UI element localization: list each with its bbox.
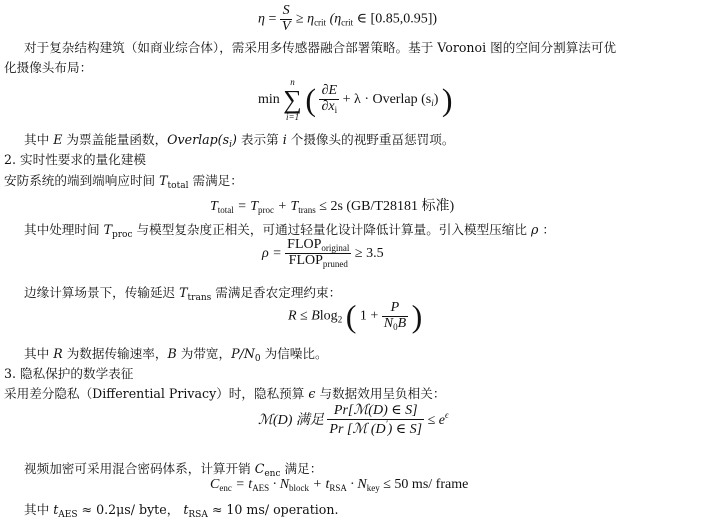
p6-B: B (167, 346, 177, 361)
rho-relation: ≥ 3.5 (354, 246, 384, 262)
p8-end: 满足： (284, 461, 323, 476)
shannon-den-B: B (397, 315, 407, 331)
total-sub: total (217, 205, 234, 215)
p6-end: 为信噪比。 (264, 346, 328, 361)
p4-end: 与模型复杂度正相关，可通过轻量化设计降低计算量。引入模型压缩比 (136, 222, 527, 237)
rho-lhs: ρ = (262, 246, 282, 262)
rho-fraction (285, 238, 351, 270)
eta-cond-open: (η (329, 11, 342, 27)
dp-fraction (327, 404, 424, 437)
equation-enc (210, 477, 468, 493)
enc-key-sub: key (366, 483, 380, 493)
rho-denominator (285, 254, 351, 269)
proc-sub: proc (258, 205, 275, 215)
total-T: T (210, 199, 218, 214)
p9-aes-value: ≈ 0.2μs/ byte， (81, 502, 180, 517)
eta-crit-sub: crit (314, 17, 327, 28)
sigma-symbol: ∑ (283, 85, 302, 114)
right-paren: ) (441, 81, 453, 118)
shannon-numerator: P (382, 301, 408, 317)
section-heading-realtime: 2. 实时性要求的量化建模 (4, 152, 146, 167)
p2-overlap-sub: i (229, 140, 232, 150)
p5-end: 需满足香农定理约束： (215, 285, 342, 300)
p8-pre: 视频加密可采用混合密码体系，计算开销 (24, 461, 251, 476)
p4-rho: ρ (530, 222, 539, 237)
p2-overlap-close: ) (231, 132, 237, 147)
dp-relation: ≤ e (427, 412, 445, 428)
p6-PN: P/N (231, 346, 255, 361)
rho-numerator (285, 238, 351, 254)
enc-t-aes: = t (235, 477, 253, 492)
equation-shannon (288, 298, 422, 335)
sum-operator (283, 78, 302, 122)
overlap-close: ) (433, 92, 439, 108)
trans-T: + T (277, 199, 299, 214)
enc-t-rsa: + t (312, 477, 330, 492)
rho-num-text: FLOP (287, 237, 322, 252)
dp-numerator: Pr[ℳ(D) ∈ S] (327, 404, 424, 420)
p9-rsa-sub: RSA (188, 510, 208, 520)
dp-den-a: Pr [ℳ (D (329, 421, 386, 437)
enc-rsa-sub: RSA (329, 483, 347, 493)
p7-end: 与数据效用呈负相关： (319, 386, 446, 401)
p6-pre: 其中 (24, 346, 50, 361)
dp-denominator (327, 420, 424, 438)
dp-den-prime: ′ (385, 418, 388, 429)
shannon-right-paren: ) (411, 298, 423, 334)
p9-t-rsa: t (183, 502, 189, 517)
partial-denominator (319, 100, 339, 115)
p5-pre: 边缘计算场景下，传输延迟 (24, 285, 176, 300)
p4-T: T (103, 222, 112, 237)
dp-den-b: ) ∈ S] (387, 421, 423, 437)
p4-T-sub: proc (111, 230, 133, 240)
shannon-log: log (319, 308, 338, 324)
p3-T: T (159, 173, 168, 188)
eta-fraction (280, 4, 293, 34)
enc-C-sub: enc (219, 483, 232, 493)
shannon-left-paren: ( (345, 298, 357, 334)
dp-lhs: ℳ(D) 满足 (258, 412, 324, 428)
equation-rho (262, 238, 384, 270)
eta-denominator: V (281, 18, 291, 34)
p5-T-sub: trans (187, 293, 212, 303)
paragraph-voronoi: 对于复杂结构建筑（如商业综合体），需采用多传感器融合部署策略。基于 Voronoi 图的空间分割算法可优 (24, 40, 617, 55)
p9-rsa-value: ≈ 10 ms/ operation. (211, 502, 339, 517)
equation-total-time (210, 195, 454, 215)
dp-exponent: ϵ (444, 409, 449, 420)
enc-n-key: · N (350, 477, 367, 492)
shannon-den-N: N (383, 315, 394, 331)
shannon-log-base: 2 (337, 314, 343, 325)
section-heading-privacy: 3. 隐私保护的数学表征 (4, 366, 134, 381)
paragraph-voronoi-cont: 化摄像头布局： (4, 60, 93, 75)
eta-numerator: S (280, 4, 293, 20)
overlap-sub: i (431, 98, 434, 109)
eta-relation: ≥ η (295, 11, 315, 27)
total-relation: ≤ 2s (GB/T28181 标准) (319, 199, 455, 214)
shannon-den-sub: 0 (393, 321, 398, 332)
rho-den-text: FLOP (288, 253, 323, 269)
p7-pre: 采用差分隐私（Differential Privacy）时，隐私预算 (4, 386, 305, 401)
p3-T-sub: total (167, 181, 189, 191)
rho-den-sub: pruned (322, 259, 348, 270)
rho-num-sub: original (321, 243, 350, 253)
p6-mid2: 为带宽， (180, 346, 232, 361)
p6-R: R (53, 346, 63, 361)
p9-aes-sub: AES (58, 510, 78, 520)
p2-overlap: Overlap(s (167, 132, 230, 147)
paragraph-response-time (4, 170, 243, 191)
enc-relation: ≤ 50 ms/ frame (383, 477, 469, 492)
left-paren: ( (305, 81, 316, 118)
p2-index: i (282, 132, 287, 147)
paragraph-dp (4, 383, 445, 402)
shannon-fraction (382, 301, 408, 332)
p3-end: 需满足： (192, 173, 243, 188)
p9-t-aes: t (53, 502, 59, 517)
p4-colon: ： (542, 222, 555, 237)
paragraph-snr (24, 343, 328, 364)
p2-end: 个摄像头的视野重畐惩罚项。 (290, 132, 455, 147)
partial-den-text: ∂x (321, 99, 335, 115)
p9-pre: 其中 (24, 502, 50, 517)
overlap-term: + λ · Overlap (s (342, 92, 432, 108)
partial-numerator: ∂E (319, 84, 339, 100)
enc-n-block: · N (272, 477, 290, 492)
partial-den-sub: i (334, 105, 338, 116)
p5-T: T (179, 285, 188, 300)
p3-pre: 安防系统的端到端响应时间 (4, 173, 156, 188)
p7-epsilon: ϵ (308, 386, 316, 401)
p6-PN-sub: 0 (254, 354, 261, 364)
shannon-one-plus: 1 + (359, 308, 379, 324)
paragraph-timing (24, 499, 339, 520)
paragraph-energy (24, 129, 454, 150)
p6-mid: 为数据传输速率， (66, 346, 168, 361)
eta-cond-sub: crit (341, 17, 354, 28)
shannon-lhs: R ≤ B (288, 308, 320, 324)
proc-T: = T (237, 199, 259, 214)
equation-eta: η = $\frac{S}{V}$ ≥ $\eta_{crit}$ ($\eta_{crit}$ ∈ [0.85,0.95]) (258, 3, 438, 34)
p8-C: C (254, 461, 265, 476)
enc-block-sub: block (289, 483, 310, 493)
sum-upper: n (290, 77, 295, 87)
eta-cond-rest: ∈ [0.85,0.95]) (356, 11, 438, 27)
enc-C: C (210, 477, 220, 492)
paragraph-encryption (24, 458, 322, 479)
p2-mid: 为票盖能量函数， (66, 132, 168, 147)
eta-symbol: η (258, 11, 265, 27)
p4-pre: 其中处理时间 (24, 222, 100, 237)
p8-C-sub: enc (264, 469, 281, 479)
shannon-denominator (382, 317, 408, 332)
enc-aes-sub: AES (252, 483, 270, 493)
p2-mid2: 表示第 (240, 132, 279, 147)
p2-pre: 其中 (24, 132, 50, 147)
min-operator: min (258, 92, 280, 108)
equation-min-sum (258, 78, 453, 122)
sum-lower: i=1 (286, 112, 300, 122)
p2-energy-symbol: E (53, 132, 63, 147)
partial-fraction (319, 84, 339, 115)
trans-sub: trans (298, 205, 316, 215)
equation-dp (258, 404, 449, 437)
